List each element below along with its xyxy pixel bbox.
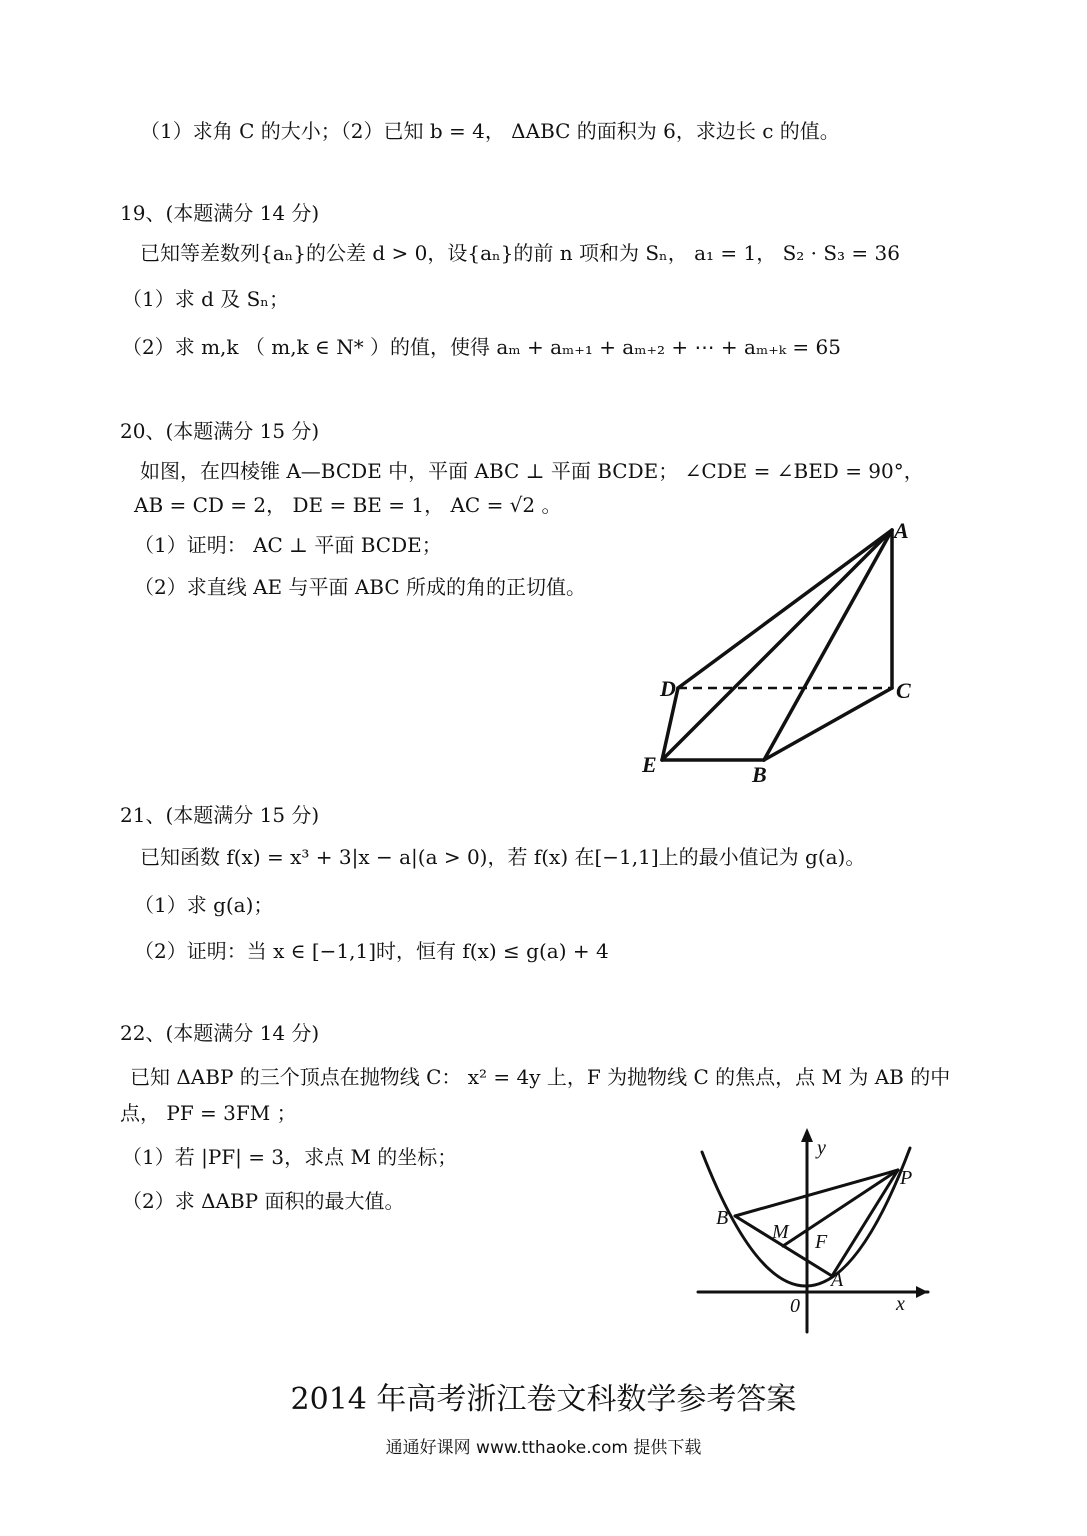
- label-B: B: [752, 762, 767, 787]
- edge-AE: [662, 530, 892, 760]
- parabola-figure: [690, 1120, 950, 1340]
- x-axis-arrow: [916, 1286, 928, 1298]
- label-B: B: [716, 1207, 729, 1229]
- q22-header: 22、(本题满分 14 分): [120, 1021, 320, 1045]
- label-E: E: [642, 752, 657, 777]
- q20-line1: 如图，在四棱锥 A—BCDE 中，平面 ABC ⊥ 平面 BCDE； ∠CDE = ∠BED = 90°，: [140, 459, 924, 483]
- q18-line1: （1）求角 C 的大小；（2）已知 b = 4， ΔABC 的面积为 6，求边长 c 的值。: [140, 119, 840, 143]
- label-P: P: [900, 1167, 913, 1189]
- y-axis-arrow: [801, 1128, 813, 1142]
- footer-credit: 通通好课网 www.tthaoke.com 提供下载: [385, 1438, 702, 1458]
- q19-line1: 已知等差数列{aₙ}的公差 d > 0，设{aₙ}的前 n 项和为 Sₙ， a₁ = 1， S₂ · S₃ = 36: [140, 241, 900, 265]
- label-O: 0: [790, 1295, 800, 1317]
- pyramid-figure: [630, 510, 930, 800]
- q22-line3: （1）若 |PF| = 3，求点 M 的坐标；: [122, 1145, 458, 1169]
- label-A: A: [894, 518, 909, 543]
- label-y: y: [817, 1137, 826, 1159]
- label-A: A: [831, 1269, 844, 1291]
- q20-line4: （2）求直线 AE 与平面 ABC 所成的角的正切值。: [134, 575, 587, 599]
- q21-line2: （1）求 g(a)；: [134, 893, 274, 917]
- label-D: D: [660, 676, 676, 701]
- q19-line2: （1）求 d 及 Sₙ；: [122, 287, 289, 311]
- q21-line1: 已知函数 f(x) = x³ + 3|x − a|(a > 0)，若 f(x) 在[−1,1]上的最小值记为 g(a)。: [140, 845, 866, 869]
- label-M: M: [772, 1221, 789, 1243]
- q20-line2: AB = CD = 2， DE = BE = 1， AC = √2 。: [134, 493, 562, 517]
- label-C: C: [896, 678, 911, 703]
- q22-line1: 已知 ΔABP 的三个顶点在抛物线 C： x² = 4y 上，F 为抛物线 C 的焦点，点 M 为 AB 的中: [130, 1065, 951, 1089]
- q19-header: 19、(本题满分 14 分): [120, 201, 320, 225]
- label-x: x: [896, 1293, 905, 1315]
- q20-line3: （1）证明： AC ⊥ 平面 BCDE；: [134, 533, 442, 557]
- q21-line3: （2）证明：当 x ∈ [−1,1]时，恒有 f(x) ≤ g(a) + 4: [134, 939, 609, 963]
- q20-header: 20、(本题满分 15 分): [120, 419, 320, 443]
- label-F: F: [815, 1231, 828, 1253]
- edge-AD: [678, 530, 892, 688]
- q21-header: 21、(本题满分 15 分): [120, 803, 320, 827]
- answer-title: 2014 年高考浙江卷文科数学参考答案: [290, 1382, 797, 1417]
- q22-line4: （2）求 ΔABP 面积的最大值。: [122, 1189, 405, 1213]
- q19-line3: （2）求 m,k （ m,k ∈ N* ）的值，使得 aₘ + aₘ₊₁ + aₘ₊₂ + ⋯ + aₘ₊ₖ = 65: [122, 335, 841, 359]
- q22-line2: 点， PF = 3FM ；: [120, 1101, 297, 1125]
- segment-PM: [783, 1170, 898, 1246]
